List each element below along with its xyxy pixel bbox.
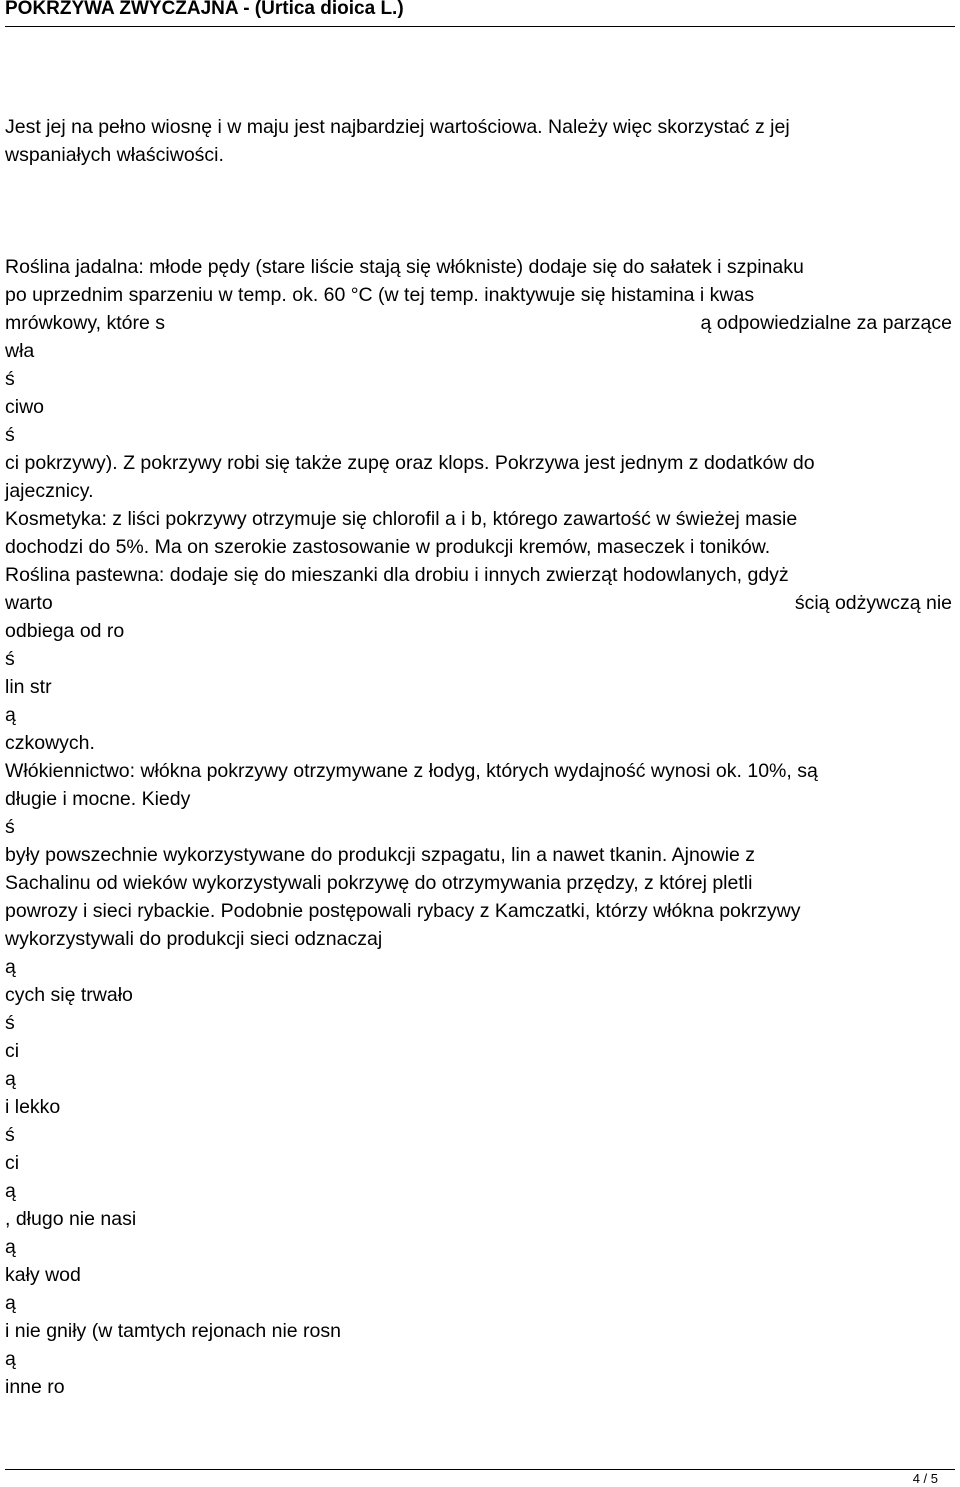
text-line: warto bbox=[5, 592, 53, 614]
text-line: ś bbox=[5, 424, 15, 446]
text-line: ą bbox=[5, 1068, 16, 1090]
text-line: czkowych. bbox=[5, 732, 95, 754]
text-line: ś bbox=[5, 1124, 15, 1146]
text-line: ą bbox=[5, 704, 16, 726]
page-header bbox=[0, 0, 960, 26]
text-line: Sachalinu od wieków wykorzystywali pokrzywę do otrzymywania przędzy, z której pletli bbox=[5, 872, 753, 894]
text-line: jajecznicy. bbox=[5, 480, 94, 502]
text-line: ą bbox=[5, 956, 16, 978]
text-line: ci pokrzywy). Z pokrzywy robi się także zupę oraz klops. Pokrzywa jest jednym z dodatków do bbox=[5, 452, 815, 474]
text-line: i lekko bbox=[5, 1096, 61, 1118]
text-line: inne ro bbox=[5, 1376, 65, 1398]
document-title: POKRZYWA ZWYCZAJNA - (Urtica dioica L.) bbox=[5, 0, 404, 19]
text-line: wspaniałych właściwości. bbox=[5, 144, 224, 166]
text-line: Jest jej na pełno wiosnę i w maju jest najbardziej wartościowa. Należy więc skorzystać z jej bbox=[5, 116, 790, 138]
footer-divider bbox=[5, 1469, 955, 1470]
text-line: ciwo bbox=[5, 396, 45, 418]
text-line: i nie gniły (w tamtych rejonach nie rosn bbox=[5, 1320, 341, 1342]
text-line: ą bbox=[5, 1180, 16, 1202]
text-line: ci bbox=[5, 1152, 20, 1174]
text-line: powrozy i sieci rybackie. Podobnie postępowali rybacy z Kamczatki, którzy włókna pokrzywy bbox=[5, 900, 801, 922]
text-line: wła bbox=[5, 340, 35, 362]
text-line: ą bbox=[5, 1236, 16, 1258]
text-line: po uprzednim sparzeniu w temp. ok. 60 °C (w tej temp. inaktywuje się histamina i kwas bbox=[5, 284, 755, 306]
text-line: kały wod bbox=[5, 1264, 81, 1286]
header-divider bbox=[5, 26, 955, 27]
text-line: lin str bbox=[5, 676, 52, 698]
text-line: ą odpowiedzialne za parzące bbox=[700, 312, 952, 334]
text-line: ś bbox=[5, 816, 15, 838]
text-line: ą bbox=[5, 1348, 16, 1370]
text-line: wykorzystywali do produkcji sieci odznaczaj bbox=[5, 928, 383, 950]
text-line: cych się trwało bbox=[5, 984, 133, 1006]
text-line: ci bbox=[5, 1040, 20, 1062]
text-line: długie i mocne. Kiedy bbox=[5, 788, 191, 810]
text-line: były powszechnie wykorzystywane do produkcji szpagatu, lin a nawet tkanin. Ajnowie z bbox=[5, 844, 756, 866]
text-line: odbiega od ro bbox=[5, 620, 125, 642]
text-line: , długo nie nasi bbox=[5, 1208, 137, 1230]
text-line: Roślina jadalna: młode pędy (stare liście stają się włókniste) dodaje się do sałatek i szpinaku bbox=[5, 256, 804, 278]
text-line: ś bbox=[5, 648, 15, 670]
text-line: ścią odżywczą nie bbox=[794, 592, 952, 614]
text-line: mrówkowy, które s bbox=[5, 312, 165, 334]
text-line: dochodzi do 5%. Ma on szerokie zastosowanie w produkcji kremów, maseczek i toników. bbox=[5, 536, 771, 558]
page-number: 4 / 5 bbox=[912, 1471, 938, 1486]
text-line: Roślina pastewna: dodaje się do mieszanki dla drobiu i innych zwierząt hodowlanych, gdyż bbox=[5, 564, 789, 586]
text-line: Włókiennictwo: włókna pokrzywy otrzymywane z łodyg, których wydajność wynosi ok. 10%, są bbox=[5, 760, 818, 782]
text-line: Kosmetyka: z liści pokrzywy otrzymuje się chlorofil a i b, którego zawartość w świeżej masie bbox=[5, 508, 798, 530]
text-line: ą bbox=[5, 1292, 16, 1314]
text-line: ś bbox=[5, 368, 15, 390]
text-line: ś bbox=[5, 1012, 15, 1034]
